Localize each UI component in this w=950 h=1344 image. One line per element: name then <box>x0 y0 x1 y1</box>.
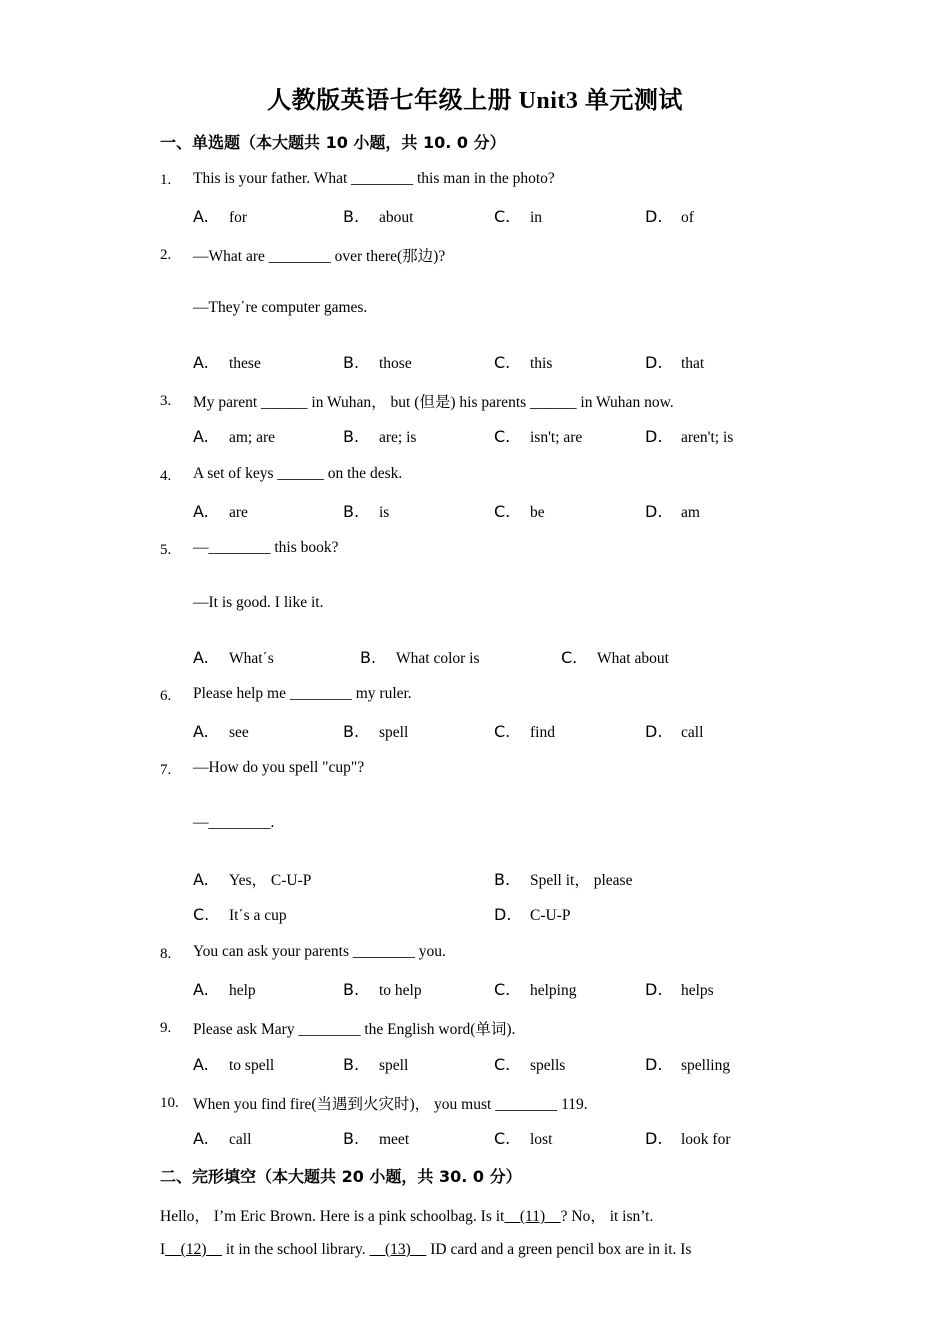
question-number: 6. <box>160 688 172 704</box>
option-c[interactable] <box>494 1055 565 1075</box>
option-letter: B. <box>343 722 360 741</box>
option-text: help <box>229 982 256 999</box>
question-number: 8. <box>160 946 172 962</box>
section-heading-text: 二、完形填空（本大题共 20 小题，共 30. 0 分） <box>160 1167 522 1186</box>
cloze-blank-11[interactable]: (11) <box>504 1208 561 1225</box>
option-letter: C. <box>494 353 511 372</box>
option-text: in <box>530 209 543 226</box>
option-d[interactable] <box>645 353 704 373</box>
option-a[interactable] <box>193 1055 274 1075</box>
option-c[interactable] <box>494 722 555 742</box>
option-b[interactable] <box>360 648 480 668</box>
question-text: Please ask Mary ________ the English word(单词). <box>193 1021 516 1038</box>
option-letter: C. <box>193 905 210 924</box>
passage-text: it in the school library. <box>222 1241 370 1258</box>
passage-text: Hello， I’m Eric Brown. Here is a pink schoolbag. Is it <box>160 1208 505 1225</box>
option-letter: C. <box>494 980 511 999</box>
option-b[interactable] <box>343 502 389 522</box>
cloze-blank-13[interactable]: (13) <box>369 1241 427 1258</box>
option-text: be <box>530 504 545 521</box>
option-letter: D. <box>645 980 663 999</box>
option-letter: A. <box>193 353 209 372</box>
option-text: C-U-P <box>530 907 571 924</box>
question-text-reply: —They΄re computer games. <box>193 299 368 316</box>
option-a[interactable] <box>193 207 247 227</box>
option-text: spell <box>379 1057 409 1074</box>
option-letter: D. <box>645 1129 663 1148</box>
question-text: —________ this book? <box>193 539 339 556</box>
question-text: A set of keys ______ on the desk. <box>193 465 403 482</box>
question-text: You can ask your parents ________ you. <box>193 943 446 960</box>
option-text: helps <box>681 982 714 999</box>
option-b[interactable] <box>343 1055 408 1075</box>
option-b[interactable] <box>343 1129 409 1149</box>
option-text: is <box>379 504 390 521</box>
option-c[interactable] <box>494 427 582 447</box>
question-text: My parent ______ in Wuhan， but (但是) his parents ______ in Wuhan now. <box>193 394 674 411</box>
option-a[interactable] <box>193 1129 251 1149</box>
question-text: This is your father. What ________ this man in the photo? <box>193 170 555 187</box>
option-letter: C. <box>494 1055 511 1074</box>
option-text: helping <box>530 982 577 999</box>
option-text: see <box>229 724 249 741</box>
option-letter: A. <box>193 980 209 999</box>
option-text: aren't; is <box>681 429 734 446</box>
question-number: 5. <box>160 542 172 558</box>
option-c[interactable] <box>561 648 669 668</box>
option-letter: B. <box>343 427 360 446</box>
option-letter: B. <box>343 353 360 372</box>
option-text: these <box>229 355 261 372</box>
option-a[interactable] <box>193 648 274 668</box>
option-letter: D. <box>645 427 663 446</box>
option-c[interactable] <box>494 353 552 373</box>
cloze-line-2 <box>160 1241 691 1259</box>
option-b[interactable] <box>343 427 416 447</box>
option-text: that <box>681 355 705 372</box>
option-text: isn't; are <box>530 429 583 446</box>
question-text: When you find fire(当遇到火灾时)， you must ________ 119. <box>193 1096 588 1113</box>
option-letter: C. <box>494 502 511 521</box>
option-text: call <box>229 1131 252 1148</box>
option-c[interactable] <box>193 905 287 925</box>
option-text: am; are <box>229 429 276 446</box>
option-letter: A. <box>193 722 209 741</box>
option-text: to help <box>379 982 422 999</box>
section-heading-cloze <box>160 1164 522 1187</box>
cloze-blank-12[interactable]: (12) <box>165 1241 222 1258</box>
option-letter: B. <box>343 1055 360 1074</box>
section-heading-single-choice <box>160 130 506 153</box>
option-c[interactable] <box>494 207 542 227</box>
option-letter: A. <box>193 870 209 889</box>
question-text: Please help me ________ my ruler. <box>193 685 412 702</box>
question-number: 2. <box>160 247 172 263</box>
option-b[interactable] <box>494 868 632 890</box>
question-number: 1. <box>160 172 172 188</box>
option-a[interactable] <box>193 353 261 373</box>
option-text: It΄s a cup <box>229 907 287 924</box>
option-letter: D. <box>645 502 663 521</box>
option-c[interactable] <box>494 1129 552 1149</box>
option-text: look for <box>681 1131 731 1148</box>
option-d[interactable] <box>645 722 703 742</box>
option-c[interactable] <box>494 502 545 522</box>
option-letter: A. <box>193 1055 209 1074</box>
option-letter: B. <box>343 980 360 999</box>
option-text: find <box>530 724 555 741</box>
question-number: 4. <box>160 468 172 484</box>
section-heading-text: 一、单选题（本大题共 10 小题，共 10. 0 分） <box>160 133 506 152</box>
option-letter: D. <box>645 353 663 372</box>
option-text: those <box>379 355 412 372</box>
option-text: lost <box>530 1131 553 1148</box>
question-text: —How do you spell "cup"? <box>193 759 365 776</box>
cloze-line-1 <box>160 1204 653 1226</box>
passage-text: ID card and a green pencil box are in it. Is <box>426 1241 692 1258</box>
option-b[interactable] <box>343 722 408 742</box>
option-letter: A. <box>193 207 209 226</box>
option-a[interactable] <box>193 980 256 1000</box>
option-d[interactable] <box>494 905 570 925</box>
option-text: about <box>379 209 414 226</box>
option-text: for <box>229 209 248 226</box>
option-letter: C. <box>494 1129 511 1148</box>
option-d[interactable] <box>645 980 714 1000</box>
option-letter: A. <box>193 1129 209 1148</box>
option-letter: D. <box>645 207 663 226</box>
option-text: are <box>229 504 248 521</box>
option-letter: B. <box>360 648 377 667</box>
option-letter: C. <box>494 427 511 446</box>
option-text: spelling <box>681 1057 731 1074</box>
question-number: 10. <box>160 1095 179 1111</box>
option-a[interactable] <box>193 722 249 742</box>
option-letter: D. <box>645 722 663 741</box>
option-letter: D. <box>494 905 512 924</box>
option-letter: B. <box>343 207 360 226</box>
option-text: this <box>530 355 553 372</box>
option-text: What΄s <box>229 650 274 667</box>
option-d[interactable] <box>645 427 733 447</box>
passage-text: ? No， it isn’t. <box>560 1208 654 1225</box>
question-number: 9. <box>160 1020 172 1036</box>
option-d[interactable] <box>645 502 700 522</box>
option-b[interactable] <box>343 980 422 1000</box>
option-d[interactable] <box>645 207 694 227</box>
option-d[interactable] <box>645 1055 730 1075</box>
option-text: Spell it， please <box>530 872 633 889</box>
option-d[interactable] <box>645 1129 731 1149</box>
option-letter: C. <box>494 722 511 741</box>
option-letter: A. <box>193 427 209 446</box>
option-text: call <box>681 724 704 741</box>
option-a[interactable] <box>193 502 248 522</box>
page-title: 人教版英语七年级上册 Unit3 单元测试 <box>267 88 683 114</box>
option-a[interactable] <box>193 427 275 447</box>
option-letter: C. <box>561 648 578 667</box>
question-number: 3. <box>160 393 172 409</box>
option-b[interactable] <box>343 353 412 373</box>
option-letter: B. <box>343 502 360 521</box>
option-text: What color is <box>396 650 480 667</box>
option-text: of <box>681 209 694 226</box>
option-b[interactable] <box>343 207 413 227</box>
option-letter: B. <box>343 1129 360 1148</box>
option-text: Yes， C-U-P <box>229 872 312 889</box>
question-text: —What are ________ over there(那边)? <box>193 248 446 265</box>
question-text-reply: —________. <box>193 814 275 831</box>
option-c[interactable] <box>494 980 577 1000</box>
option-a[interactable] <box>193 868 311 890</box>
option-text: spell <box>379 724 409 741</box>
option-text: am <box>681 504 700 521</box>
question-number: 7. <box>160 762 172 778</box>
option-text: are; is <box>379 429 417 446</box>
option-text: What about <box>597 650 669 667</box>
passage-text: I <box>160 1241 166 1258</box>
question-text-reply: —It is good. I like it. <box>193 594 324 611</box>
option-letter: B. <box>494 870 511 889</box>
option-letter: A. <box>193 502 209 521</box>
option-letter: A. <box>193 648 209 667</box>
option-letter: D. <box>645 1055 663 1074</box>
option-letter: C. <box>494 207 511 226</box>
option-text: spells <box>530 1057 566 1074</box>
option-text: to spell <box>229 1057 275 1074</box>
option-text: meet <box>379 1131 410 1148</box>
